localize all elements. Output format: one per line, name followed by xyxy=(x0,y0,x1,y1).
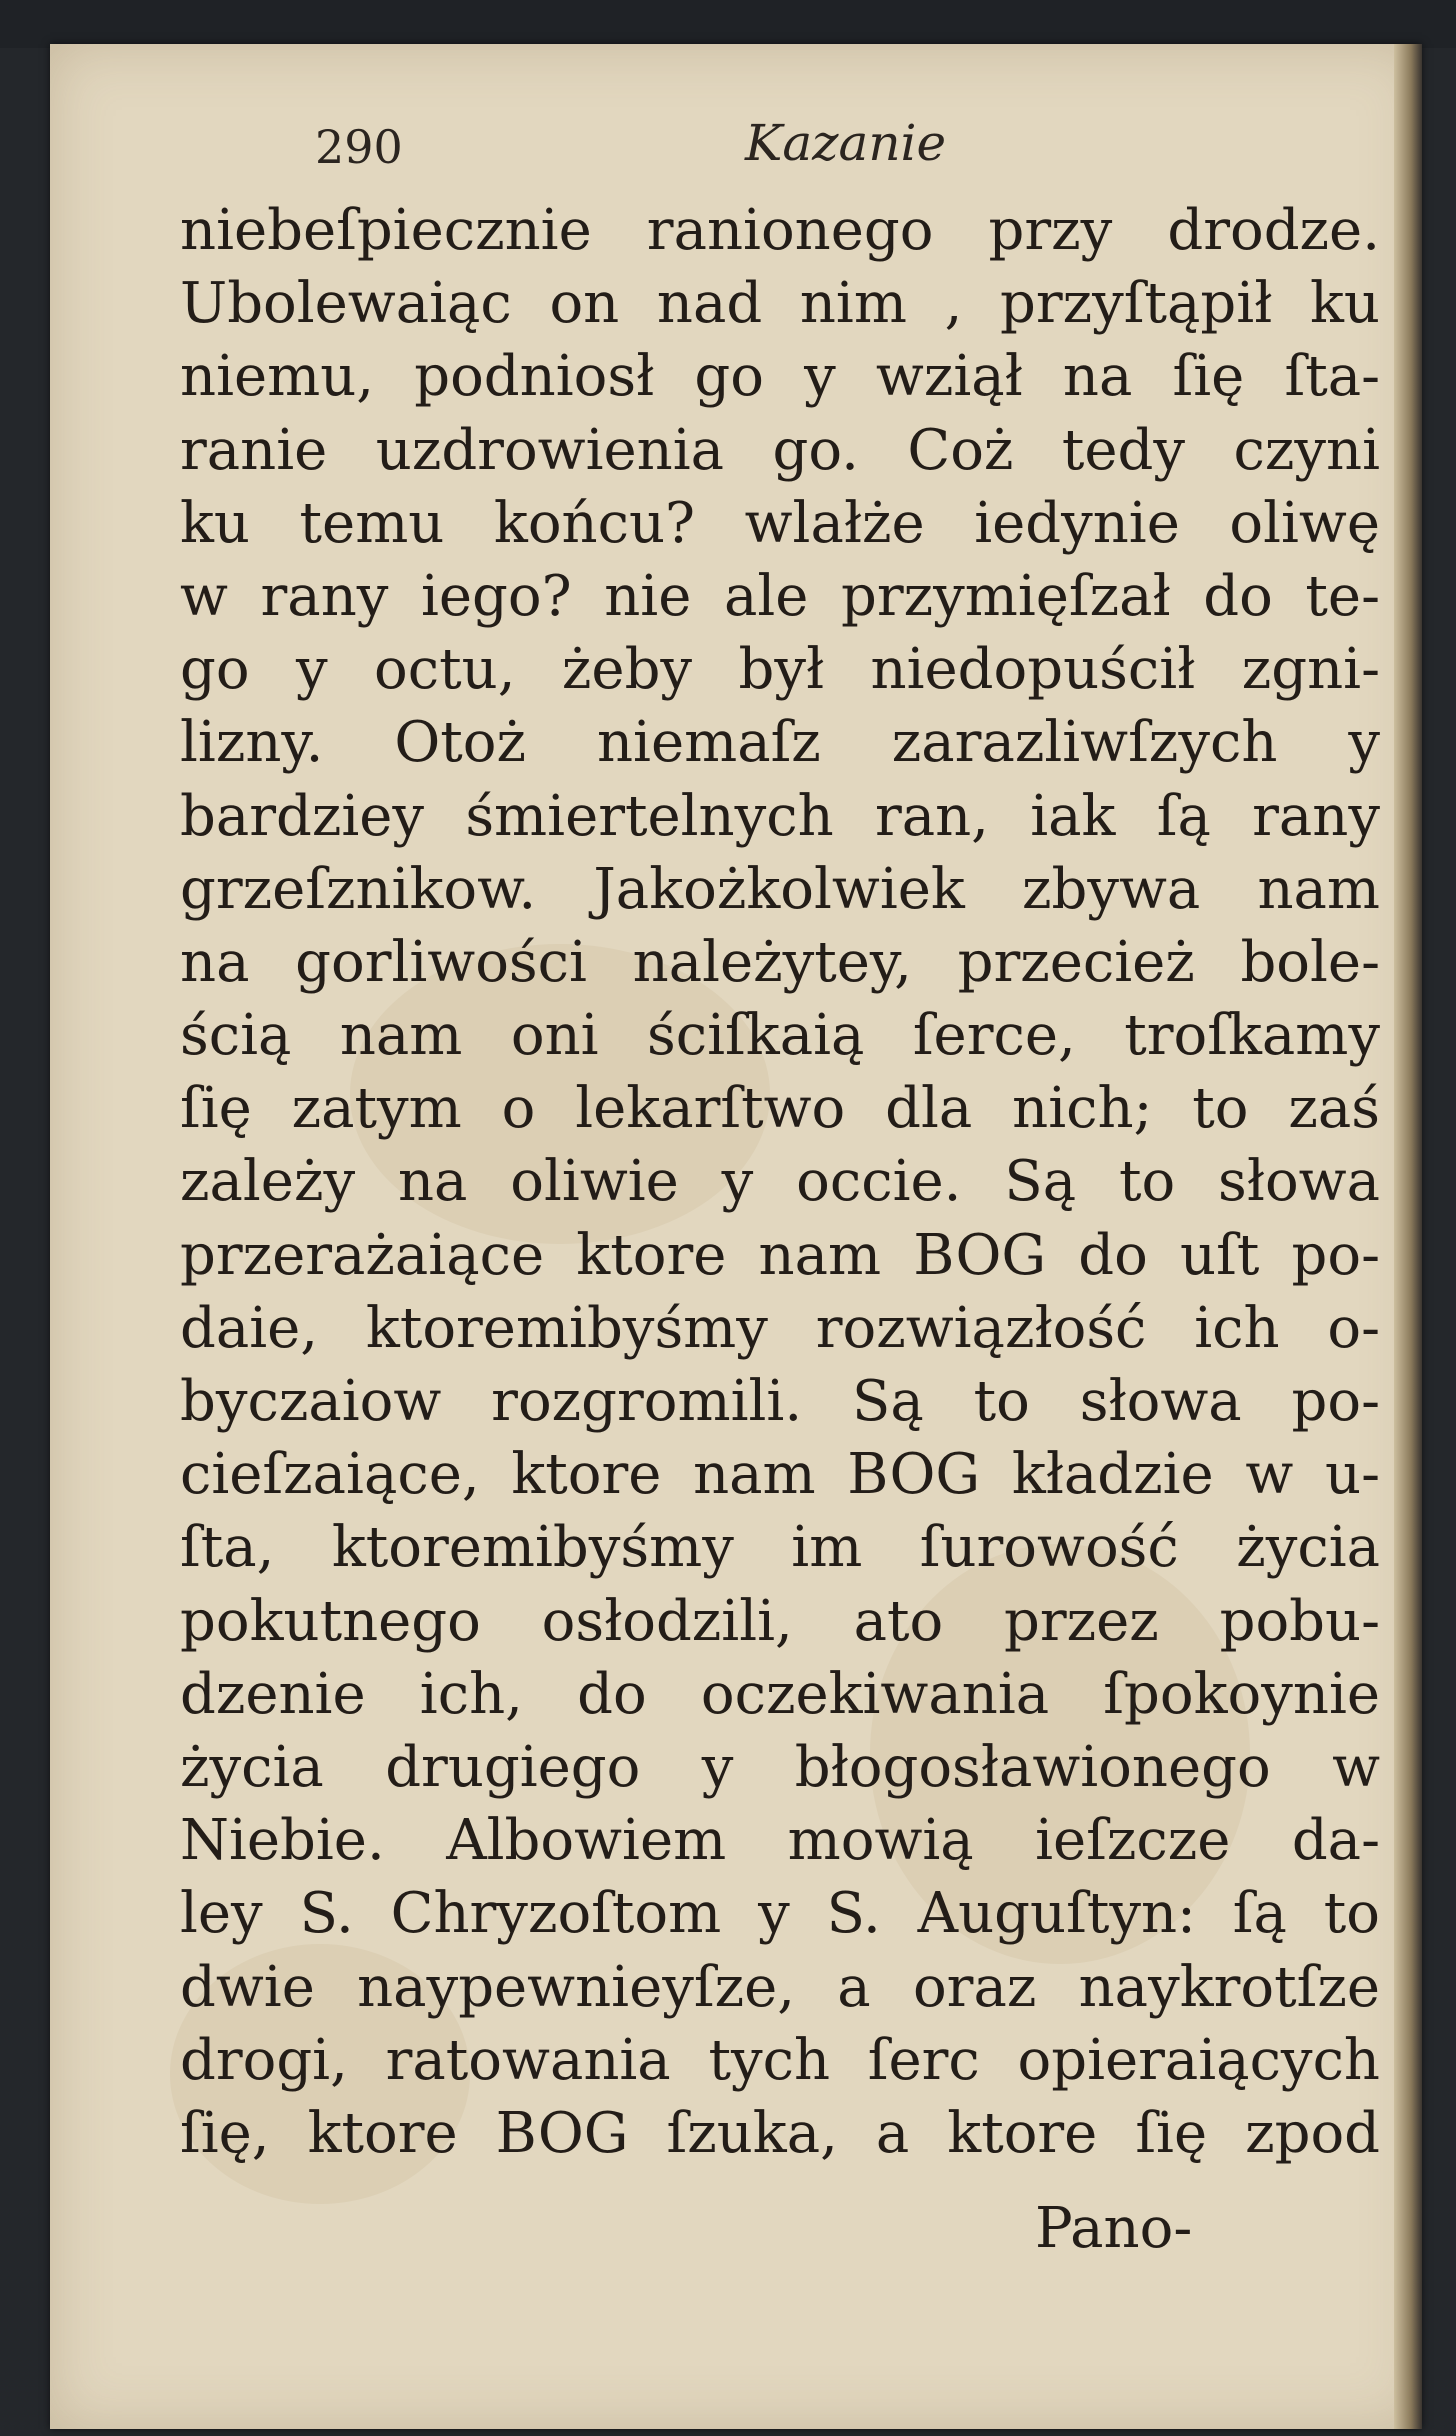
text-line: dzenie ich, do oczekiwania ſpokoynie xyxy=(180,1661,1380,1727)
page-number: 290 xyxy=(315,120,403,174)
text-line: ley S. Chryzoſtom y S. Auguſtyn: ſą to xyxy=(180,1881,1380,1947)
catchword: Pano- xyxy=(1035,2196,1193,2261)
text-line: niebeſpiecznie ranionego przy drodze. xyxy=(180,198,1380,263)
text-line: lizny. Otoż niemaſz zarazliwſzych y xyxy=(180,710,1380,776)
text-line: na gorliwości należytey, przecież bole- xyxy=(180,929,1380,995)
text-line: w rany iego? nie ale przymięſzał do te- xyxy=(180,563,1380,629)
body-text xyxy=(180,194,1380,2170)
text-line: daie, ktoremibyśmy rozwiązłość ich o- xyxy=(180,1295,1380,1361)
page-header xyxy=(275,110,1075,190)
text-line: bardziey śmiertelnych ran, iak ſą rany xyxy=(180,783,1380,849)
page-gutter-edge xyxy=(1394,44,1422,2429)
text-line: przerażaiące ktore nam BOG do uſt po- xyxy=(180,1222,1380,1288)
text-line: życia drugiego y błogosławionego w xyxy=(180,1734,1380,1800)
text-line: go y octu, żeby był niedopuścił zgni- xyxy=(180,637,1380,703)
text-line: ſię, ktore BOG ſzuka, a ktore ſię zpod xyxy=(180,2100,1380,2166)
text-line: dwie naypewnieyſze, a oraz naykrotſze xyxy=(180,1954,1380,2020)
text-line: ścią nam oni ściſkaią ſerce, troſkamy xyxy=(180,1003,1380,1069)
text-line: drogi, ratowania tych ſerc opieraiących xyxy=(180,2027,1380,2093)
text-line: ſta, ktoremibyśmy im ſurowość życia xyxy=(180,1515,1380,1581)
book-page xyxy=(50,44,1422,2429)
text-line: cieſzaiące, ktore nam BOG kładzie w u- xyxy=(180,1442,1380,1508)
text-line: ku temu końcu? wlałże iedynie oliwę xyxy=(180,490,1380,556)
text-line: niemu, podniosł go y wziął na ſię ſta- xyxy=(180,344,1380,410)
text-line: zależy na oliwie y occie. Są to słowa xyxy=(180,1149,1380,1215)
text-line: Niebie. Albowiem mowią ieſzcze da- xyxy=(180,1808,1380,1874)
text-line: ranie uzdrowienia go. Coż tedy czyni xyxy=(180,417,1380,483)
running-head: Kazanie xyxy=(745,114,947,172)
text-line: grzeſznikow. Jakożkolwiek zbywa nam xyxy=(180,856,1380,922)
text-line: pokutnego osłodzili, ato przez pobu- xyxy=(180,1588,1380,1654)
text-line: ſię zatym o lekarſtwo dla nich; to zaś xyxy=(180,1076,1380,1142)
text-line: Ubolewaiąc on nad nim , przyſtąpił ku xyxy=(180,271,1380,337)
scan-backdrop xyxy=(0,0,1456,48)
text-line: byczaiow rozgromili. Są to słowa po- xyxy=(180,1369,1380,1434)
